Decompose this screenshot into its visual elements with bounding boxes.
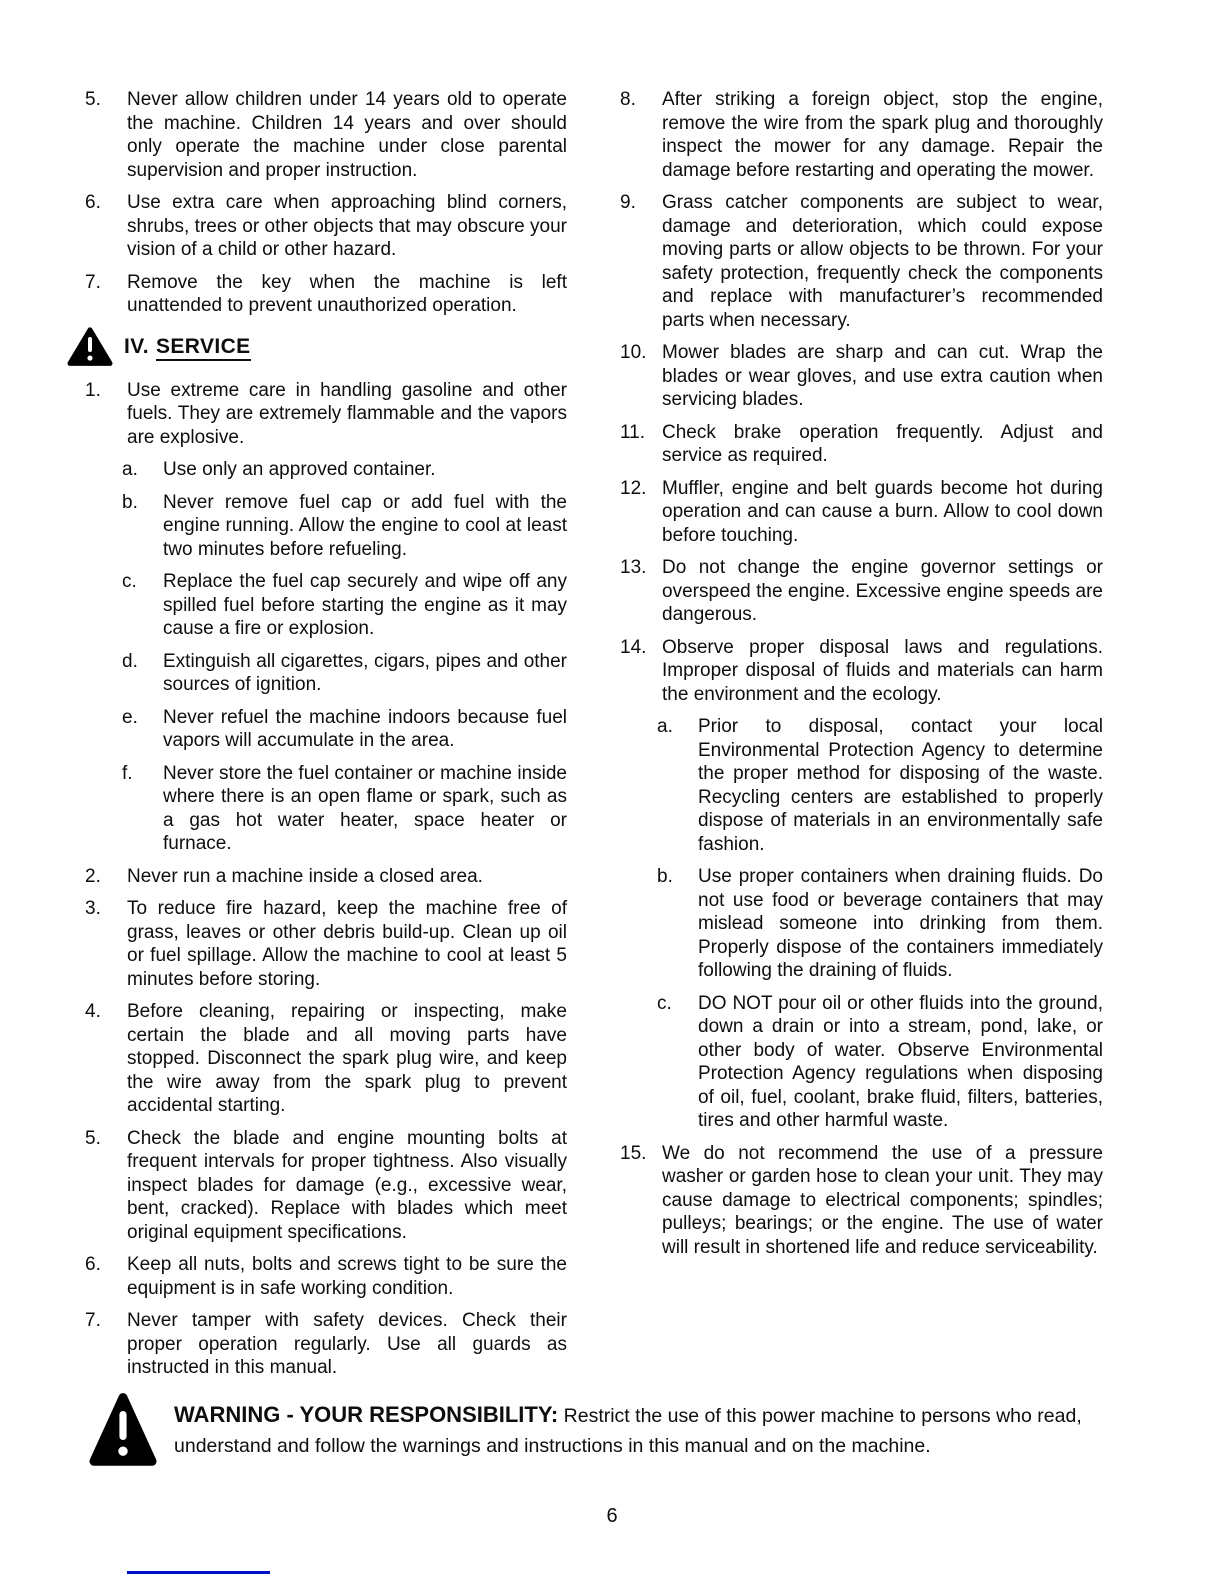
section-title: SERVICE: [156, 335, 251, 361]
item-number: 3.: [85, 898, 101, 919]
footer-warning-body: Restrict the use of this power machine to persons who read, understand and follow the warnings and instructions in this manual and on the machine.: [174, 1405, 1082, 1457]
list-item: [620, 88, 1103, 182]
list-item: [85, 191, 567, 262]
item-text: Never remove fuel cap or add fuel with the engine running. Allow the engine to cool at least two minutes before refueling.: [163, 491, 567, 560]
item-text: Before cleaning, repairing or inspecting, make certain the blade and all moving parts have stopped. Disconnect the spark plug wire, and keep the wire away from the spark plug to prevent accidental starting.: [127, 1001, 567, 1116]
item-text: Use extra care when approaching blind corners, shrubs, trees or other objects that may obscure your vision of a child or other hazard.: [127, 192, 567, 260]
item-letter: d.: [122, 650, 138, 672]
footer-rule: [127, 1571, 270, 1574]
item-letter: a.: [122, 459, 138, 480]
list-item: [85, 88, 567, 182]
list-item: [85, 379, 567, 450]
sub-list-item: [122, 706, 567, 753]
item-text: Never refuel the machine indoors because fuel vapors will accumulate in the area.: [163, 706, 567, 751]
item-number: 7.: [85, 271, 101, 293]
item-letter: f.: [122, 762, 133, 784]
list-item: [620, 1142, 1103, 1260]
service-list: [85, 379, 567, 1380]
item-number: 5.: [85, 1127, 101, 1149]
list-item: [620, 636, 1103, 707]
item-letter: a.: [657, 716, 673, 737]
list-item: [85, 865, 567, 889]
list-item: [85, 1309, 567, 1380]
item-number: 10.: [620, 342, 647, 363]
item-number: 7.: [85, 1310, 101, 1331]
sub-list-item: [122, 650, 567, 697]
item-text: Keep all nuts, bolts and screws tight to be sure the equipment is in safe working condition.: [127, 1254, 567, 1299]
list-item: [620, 477, 1103, 548]
item-number: 4.: [85, 1001, 101, 1022]
item-number: 14.: [620, 636, 647, 658]
item-number: 6.: [85, 1254, 101, 1275]
item-text: Never run a machine inside a closed area.: [127, 865, 483, 887]
right-column: [620, 88, 1103, 1268]
item-number: 1.: [85, 379, 101, 401]
right-column-list: [620, 88, 1103, 1259]
sub-list-item: [122, 570, 567, 641]
item-number: 8.: [620, 89, 636, 110]
item-text: Prior to disposal, contact your local Environmental Protection Agency to determine the proper method for disposing of the waste. Recycling centers are established to properly dispose of materials in an environmentally safe fashion.: [698, 716, 1103, 855]
item-number: 9.: [620, 192, 636, 213]
list-item: [85, 1127, 567, 1245]
list-item: [85, 1000, 567, 1118]
item-text: After striking a foreign object, stop the engine, remove the wire from the spark plug and thoroughly inspect the mower for any damage. Repair the damage before restarting and operating the mower.: [662, 89, 1103, 181]
item-text: Use only an approved container.: [163, 459, 436, 480]
item-text: Observe proper disposal laws and regulations. Improper disposal of fluids and materials can harm the environment and the ecology.: [662, 636, 1103, 705]
sub-list-item: [122, 491, 567, 562]
item-text: Muffler, engine and belt guards become hot during operation and can cause a burn. Allow to cool down before touching.: [662, 477, 1103, 546]
pre-service-list: [85, 88, 567, 318]
footer-warning-heading: WARNING - YOUR RESPONSIBILITY:: [174, 1402, 559, 1427]
sub-list-item: [122, 458, 567, 482]
warning-triangle-icon: [88, 1392, 158, 1468]
item-letter: b.: [122, 491, 138, 513]
item-number: 2.: [85, 865, 101, 887]
item-text: Never store the fuel container or machine inside where there is an open flame or spark, such as a gas hot water heater, space heater or furnace.: [163, 762, 567, 854]
list-item: [620, 191, 1103, 332]
item-text: Extinguish all cigarettes, cigars, pipes and other sources of ignition.: [163, 650, 567, 695]
list-item: [85, 897, 567, 991]
item-letter: c.: [657, 992, 672, 1014]
item-number: 5.: [85, 89, 101, 110]
sub-list-item: [657, 865, 1103, 983]
item-text: Mower blades are sharp and can cut. Wrap the blades or wear gloves, and use extra caution when servicing blades.: [662, 342, 1103, 410]
list-item: [620, 556, 1103, 627]
item-text: Grass catcher components are subject to wear, damage and deterioration, which could expose moving parts or allow objects to be thrown. For your safety protection, frequently check the components and replace with manufacturer’s recommended parts when necessary.: [662, 192, 1103, 331]
item-text: Check brake operation frequently. Adjust and service as required.: [662, 421, 1103, 466]
sub-list-item: [657, 715, 1103, 856]
sub-list-item: [657, 992, 1103, 1133]
item-text: Replace the fuel cap securely and wipe off any spilled fuel before starting the engine as it may cause a fire or explosion.: [163, 571, 567, 639]
item-letter: e.: [122, 706, 138, 728]
footer-warning-block: [88, 1392, 1110, 1468]
item-text: Use extreme care in handling gasoline and other fuels. They are extremely flammable and the vapors are explosive.: [127, 379, 567, 448]
section-roman: IV.: [124, 334, 149, 358]
item-text: Remove the key when the machine is left unattended to prevent unauthorized operation.: [127, 271, 567, 316]
item-number: 11.: [620, 421, 646, 443]
item-number: 15.: [620, 1142, 647, 1164]
item-letter: c.: [122, 571, 137, 592]
sub-list-item: [122, 762, 567, 856]
list-item: [620, 421, 1103, 468]
list-item: [85, 271, 567, 318]
item-text: Never tamper with safety devices. Check their proper operation regularly. Use all guards as instructed in this manual.: [127, 1310, 567, 1378]
page-number: 6: [606, 1505, 618, 1527]
item-text: Use proper containers when draining fluids. Do not use food or beverage containers that may mislead someone into drinking from them. Properly dispose of the containers immediately following the draining of fluids.: [698, 866, 1103, 981]
item-number: 12.: [620, 477, 647, 499]
item-text: DO NOT pour oil or other fluids into the ground, down a drain or into a stream, pond, lake, or other body of water. Observe Environmental Protection Agency regulations when disposing of oil, fuel, coolant, brake fluid, filters, batteries, tires and other harmful waste.: [698, 992, 1103, 1131]
list-item: [620, 341, 1103, 412]
item-text: To reduce fire hazard, keep the machine free of grass, leaves or other debris build-up. Clean up oil or fuel spillage. Allow the machine to cool at least 5 minutes before storing.: [127, 898, 567, 990]
item-text: Never allow children under 14 years old to operate the machine. Children 14 years and over should only operate the machine under close parental supervision and proper instruction.: [127, 89, 567, 181]
section-heading-text: [124, 335, 251, 359]
item-number: 13.: [620, 557, 647, 578]
footer-warning-text: [174, 1400, 1110, 1461]
warning-triangle-icon: [67, 327, 113, 367]
list-item: [85, 1253, 567, 1300]
service-section-heading: [67, 327, 567, 367]
item-text: We do not recommend the use of a pressure washer or garden hose to clean your unit. They may cause damage to electrical components; spindles; pulleys; bearings; or the engine. The use of water will result in shortened life and reduce serviceability.: [662, 1142, 1103, 1258]
item-text: Check the blade and engine mounting bolts at frequent intervals for proper tightness. Also visually inspect blades for damage (e.g., excessive wear, bent, cracked). Replace with blades which meet original equipment specifications.: [127, 1127, 567, 1243]
left-column: [85, 88, 567, 1389]
item-text: Do not change the engine governor settings or overspeed the engine. Excessive engine speeds are dangerous.: [662, 557, 1103, 625]
item-number: 6.: [85, 192, 101, 213]
item-letter: b.: [657, 866, 673, 887]
